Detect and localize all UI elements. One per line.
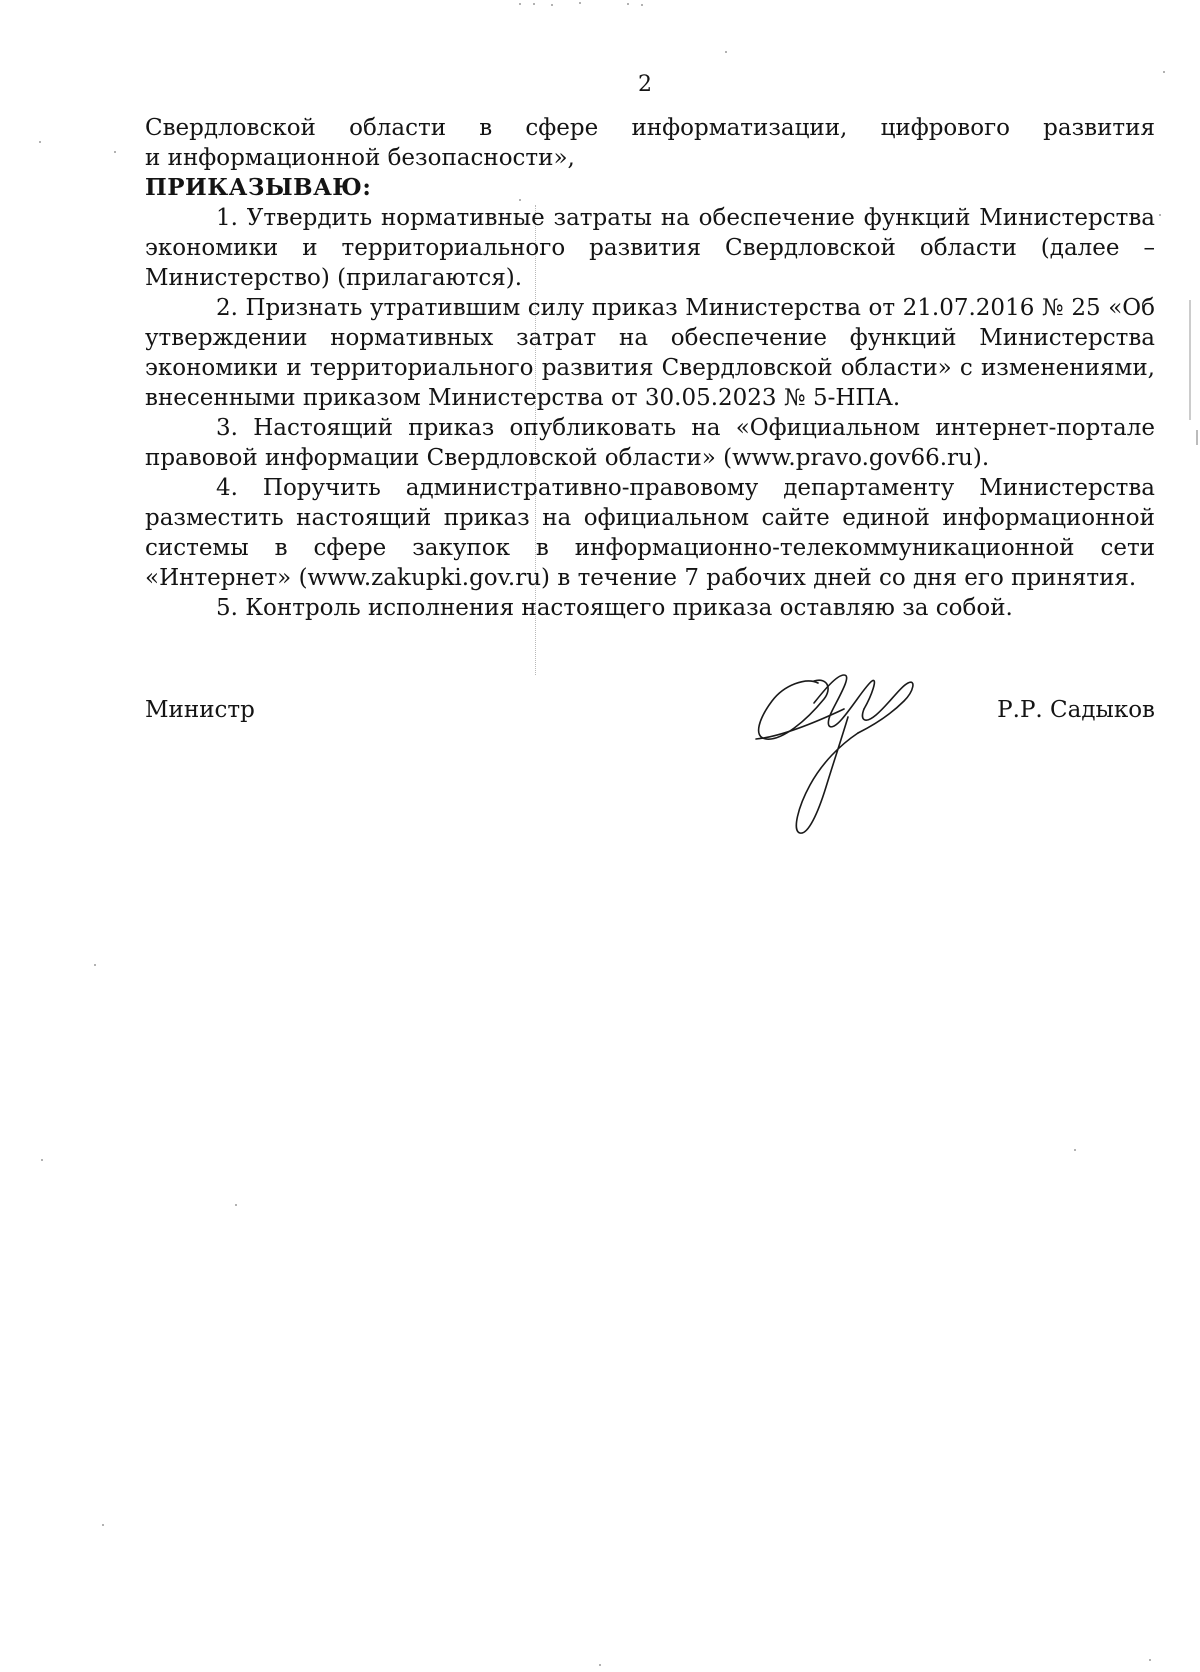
signer-title: Министр — [145, 697, 255, 723]
handwritten-signature — [748, 655, 928, 845]
document-body — [145, 113, 1155, 623]
order-heading: ПРИКАЗЫВАЮ: — [145, 174, 372, 201]
intro-line-1: Свердловской области в сфере информатизации, цифрового развития — [145, 115, 1155, 141]
order-item-3: 3. Настоящий приказ опубликовать на «Официальном интернет-портале правовой информации Свердловской области» (www.pravo.gov66.ru). — [145, 415, 1155, 471]
signer-name: Р.Р. Садыков — [997, 697, 1155, 723]
order-item-5: 5. Контроль исполнения настоящего приказа оставляю за собой. — [216, 595, 1013, 621]
page-number: 2 — [638, 72, 652, 97]
order-item-1: 1. Утвердить нормативные затраты на обеспечение функций Министерства экономики и территориального развития Свердловской области (далее – Министерство) (прилагаются). — [145, 205, 1155, 291]
order-item-2: 2. Признать утратившим силу приказ Министерства от 21.07.2016 № 25 «Об утверждении нормативных затрат на обеспечение функций Министерства экономики и территориального развития Свердловской области» с изменениями, внесенными приказом Министерства от 30.05.2023 № 5-НПА. — [145, 295, 1155, 411]
order-item-4: 4. Поручить административно-правовому департаменту Министерства разместить настоящий приказ на официальном сайте единой информационной системы в сфере закупок в информационно-телекоммуникационной сети «Интернет» (www.zakupki.gov.ru) в течение 7 рабочих дней со дня его принятия. — [145, 475, 1155, 591]
intro-line-2: и информационной безопасности», — [145, 145, 575, 171]
signature-block — [145, 695, 1155, 735]
